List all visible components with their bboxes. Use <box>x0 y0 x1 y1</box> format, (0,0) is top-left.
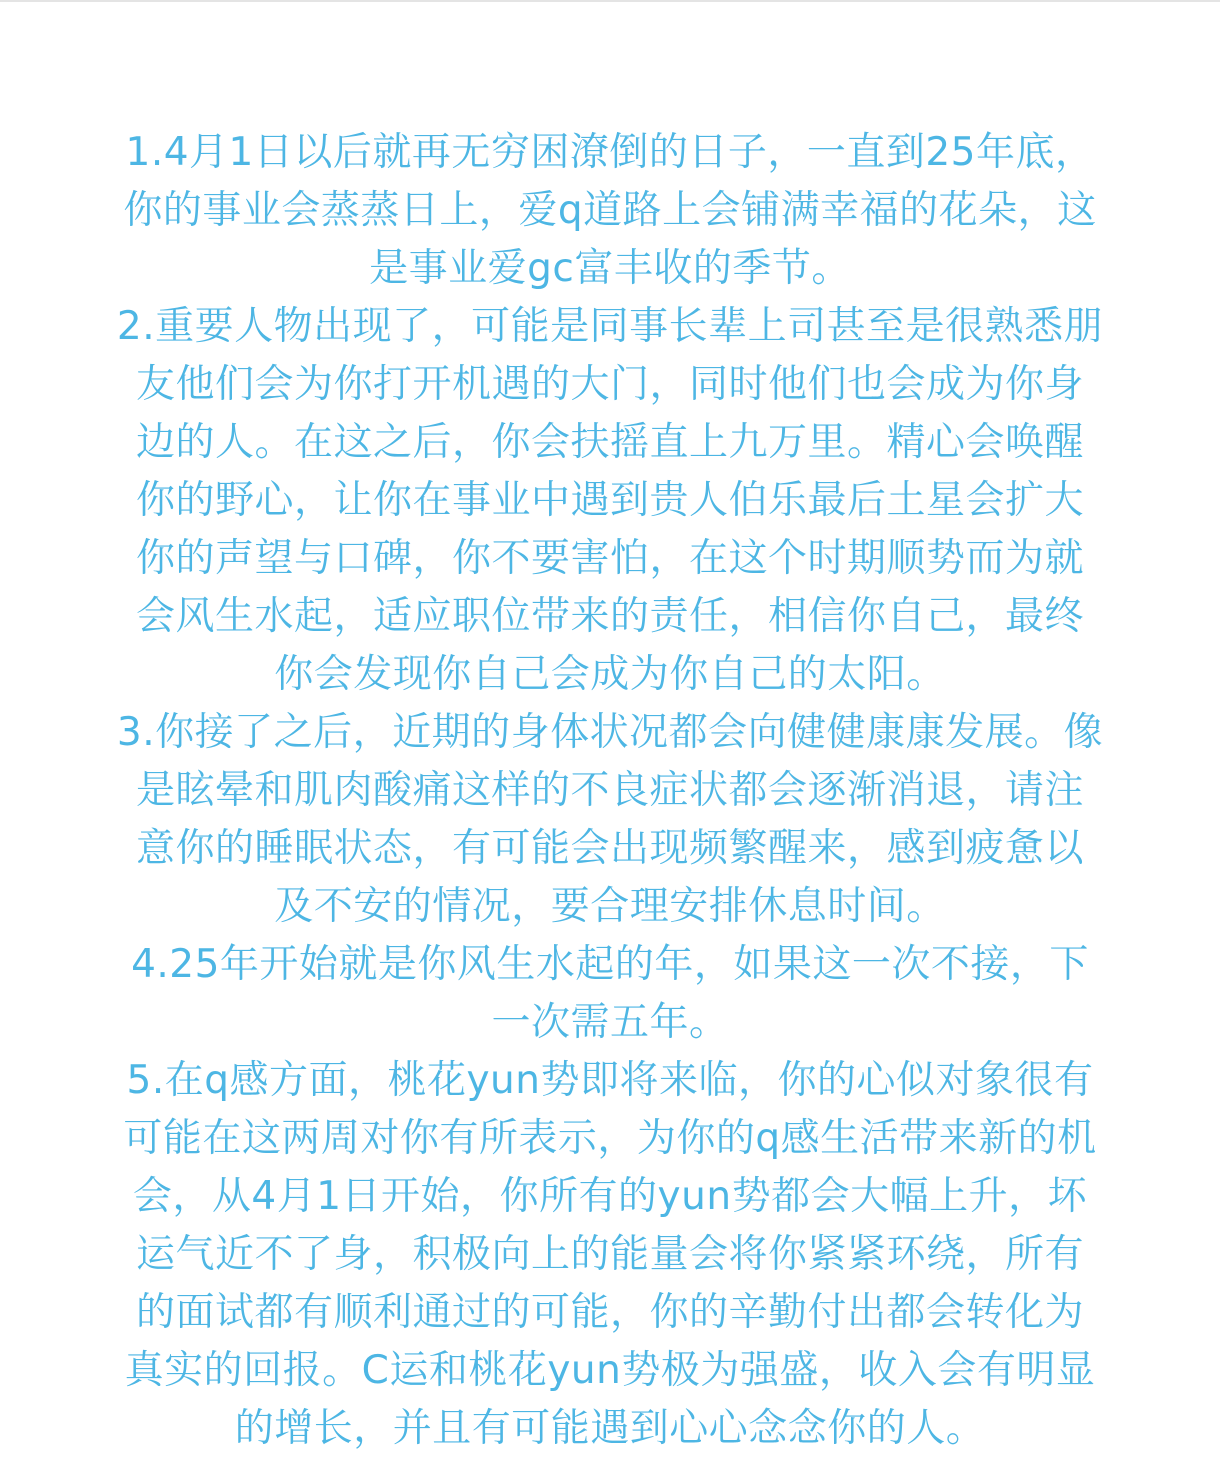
text-line: 5.在q感方面，桃花yun势即将来临，你的心似对象很有 <box>126 1058 1094 1103</box>
fortune-text-block <box>0 124 1220 1458</box>
text-line: 2.重要人物出现了，可能是同事长辈上司甚至是很熟悉朋 <box>116 304 1104 349</box>
text-line: 会风生水起，适应职位带来的责任，相信你自己，最终 <box>135 594 1084 639</box>
text-line: 的面试都有顺利通过的可能，你的辛勤付出都会转化为 <box>135 1290 1084 1335</box>
top-divider <box>0 0 1220 2</box>
text-line: 可能在这两周对你有所表示，为你的q感生活带来新的机 <box>123 1116 1097 1161</box>
text-line: 真实的回报。C运和桃花yun势极为强盛，收入会有明显 <box>124 1348 1096 1393</box>
text-line: 边的人。在这之后，你会扶摇直上九万里。精心会唤醒 <box>135 420 1084 465</box>
text-line: 的增长，并且有可能遇到心心念念你的人。 <box>234 1406 986 1451</box>
text-line: 友他们会为你打开机遇的大门，同时他们也会成为你身 <box>135 362 1084 407</box>
text-line: 意你的睡眠状态，有可能会出现频繁醒来，感到疲惫以 <box>135 826 1084 871</box>
text-line: 1.4月1日以后就再无穷困潦倒的日子，一直到25年底， <box>125 130 1095 175</box>
text-line: 你的事业会蒸蒸日上，爱q道路上会铺满幸福的花朵，这 <box>123 188 1097 233</box>
text-line: 是事业爱gc富丰收的季节。 <box>369 246 851 291</box>
text-line: 运气近不了身，积极向上的能量会将你紧紧环绕，所有 <box>135 1232 1084 1277</box>
text-line: 你会发现你自己会成为你自己的太阳。 <box>274 652 946 697</box>
text-line: 你的声望与口碑，你不要害怕，在这个时期顺势而为就 <box>135 536 1084 581</box>
text-line: 是眩晕和肌肉酸痛这样的不良症状都会逐渐消退，请注 <box>135 768 1084 813</box>
text-line: 及不安的情况，要合理安排休息时间。 <box>274 884 946 929</box>
text-line: 3.你接了之后，近期的身体状况都会向健健康康发展。像 <box>116 710 1104 755</box>
text-line: 你的野心，让你在事业中遇到贵人伯乐最后土星会扩大 <box>135 478 1084 523</box>
text-line: 会，从4月1日开始，你所有的yun势都会大幅上升，坏 <box>132 1174 1088 1219</box>
text-line: 4.25年开始就是你风生水起的年，如果这一次不接，下 <box>131 942 1089 987</box>
text-line: 一次需五年。 <box>491 1000 729 1045</box>
